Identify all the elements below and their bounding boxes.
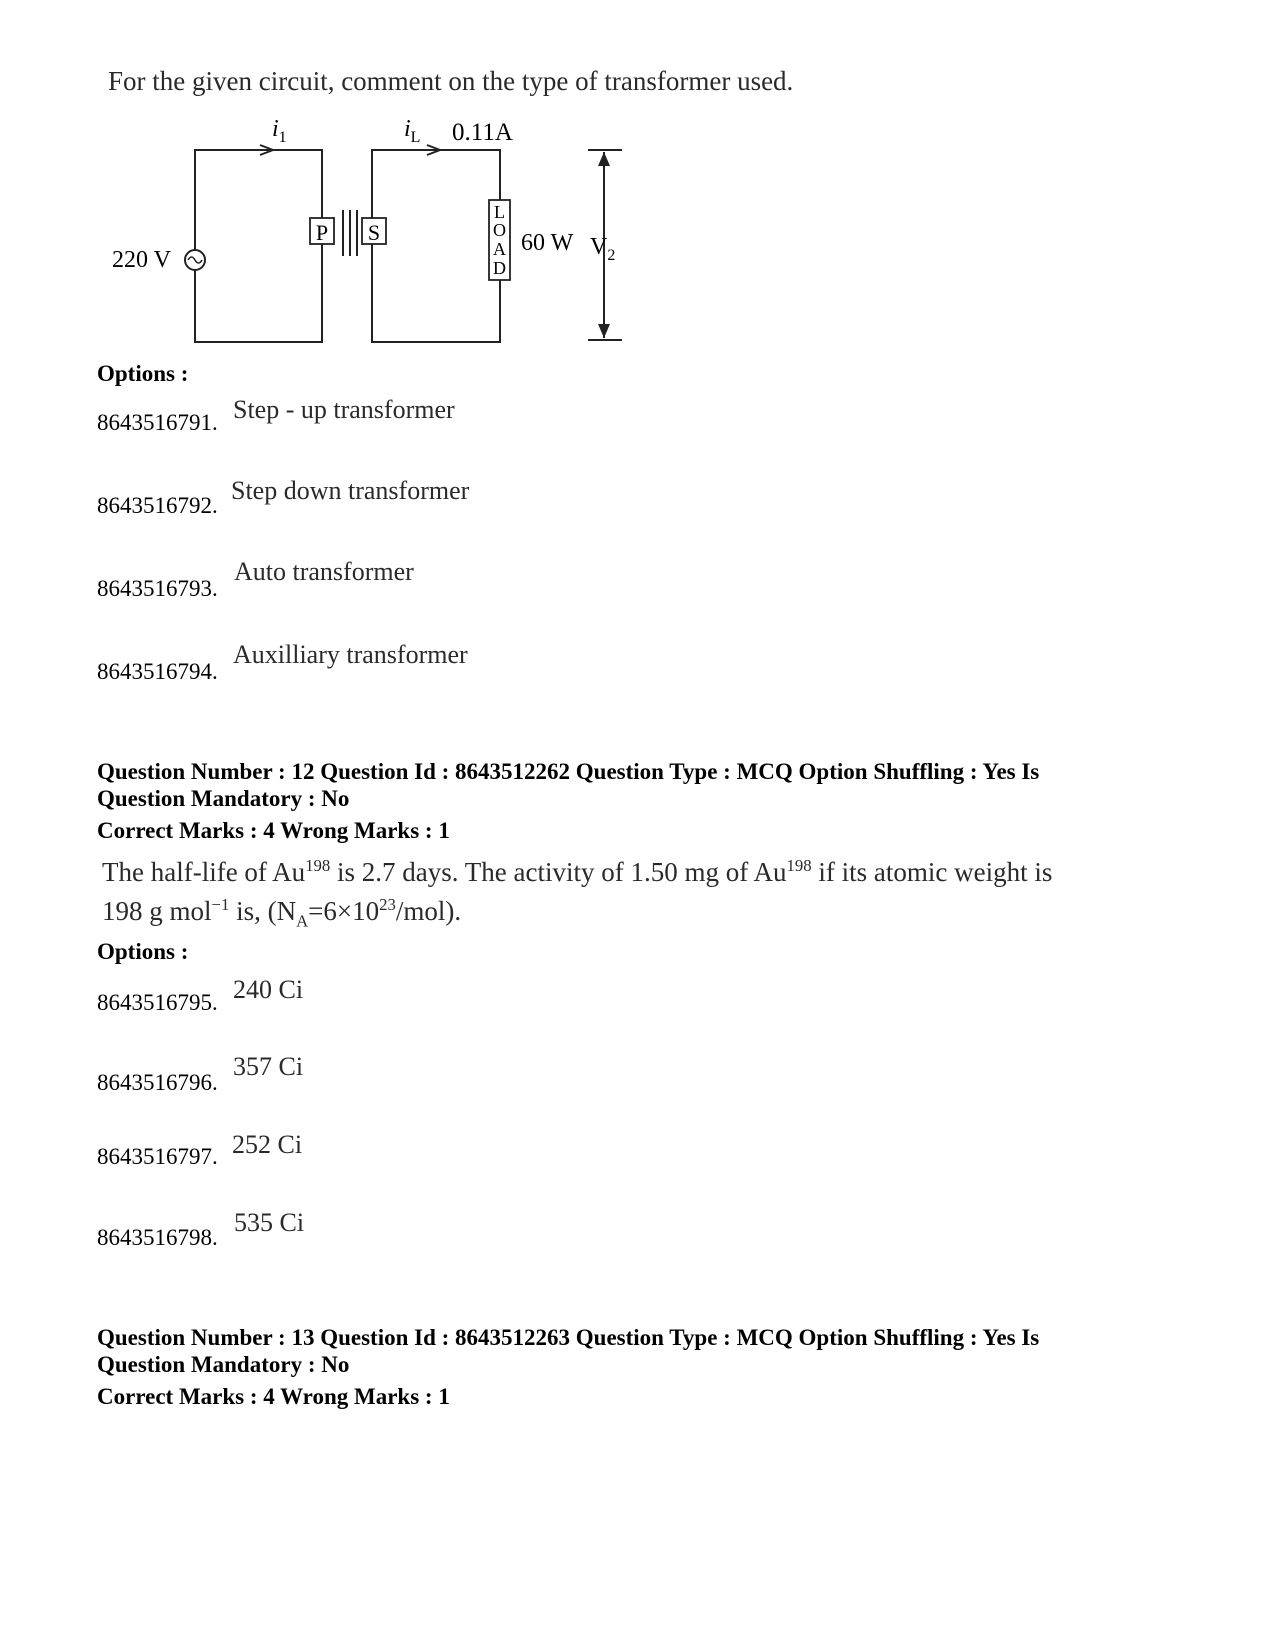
option-text[interactable]: Step down transformer: [231, 476, 470, 505]
load-letter: L: [494, 202, 505, 222]
primary-loop: [195, 150, 322, 342]
primary-label: P: [315, 220, 329, 245]
option-text[interactable]: 240 Ci: [233, 975, 304, 1004]
transformer-circuit-diagram: [100, 110, 640, 360]
power-label: 60 W: [521, 230, 574, 256]
question-mandatory: Question Mandatory : No: [97, 1352, 350, 1377]
load-letter: A: [493, 239, 506, 259]
question-header: Question Number : 12 Question Id : 8643512262 Question Type : MCQ Option Shuffling : Yes Is: [97, 759, 1040, 784]
question-mandatory: Question Mandatory : No: [97, 786, 350, 811]
option-text[interactable]: Auto transformer: [234, 557, 414, 586]
option-id: 8643516791.: [97, 410, 218, 435]
option-id: 8643516795.: [97, 990, 218, 1015]
secondary-label: S: [367, 220, 381, 245]
source-voltage-label: 220 V: [112, 247, 171, 273]
question-header: Question Number : 13 Question Id : 8643512263 Question Type : MCQ Option Shuffling : Yes Is: [97, 1325, 1040, 1350]
option-id: 8643516794.: [97, 659, 218, 684]
question-marks: Correct Marks : 4 Wrong Marks : 1: [97, 1384, 450, 1409]
option-text[interactable]: Step - up transformer: [233, 395, 455, 424]
option-id: 8643516793.: [97, 576, 218, 601]
load-letter: D: [493, 258, 506, 278]
question-text: For the given circuit, comment on the type of transformer used.: [108, 66, 794, 96]
question-text-line2: 198 g mol$^{-1}$ is, $(N_A=6\times 10^{23}/mol)$.: [102, 895, 462, 931]
question-marks: Correct Marks : 4 Wrong Marks : 1: [97, 818, 450, 843]
option-id: 8643516796.: [97, 1070, 218, 1095]
option-id: 8643516798.: [97, 1225, 218, 1250]
question-text: The half-life of Au$^{198}$ is 2.7 days. The activity of 1.50 mg of Au$^{198}$ if its atomic weight is: [102, 856, 1053, 887]
option-id: 8643516797.: [97, 1144, 218, 1169]
current-label: 0.11A: [452, 119, 513, 146]
secondary-loop: [372, 150, 500, 342]
v2-label: $V_2$: [590, 234, 616, 264]
option-id: 8643516792.: [97, 493, 218, 518]
i1-label: $i_1$: [272, 116, 287, 146]
option-text[interactable]: 252 Ci: [232, 1130, 303, 1159]
option-text[interactable]: Auxilliary transformer: [233, 640, 468, 669]
option-text[interactable]: 357 Ci: [233, 1052, 304, 1081]
option-text[interactable]: 535 Ci: [234, 1208, 305, 1237]
load-letter: O: [493, 220, 506, 240]
iL-label: $i_L$: [404, 116, 421, 146]
options-heading: Options :: [97, 361, 189, 386]
options-heading: Options :: [97, 939, 189, 964]
